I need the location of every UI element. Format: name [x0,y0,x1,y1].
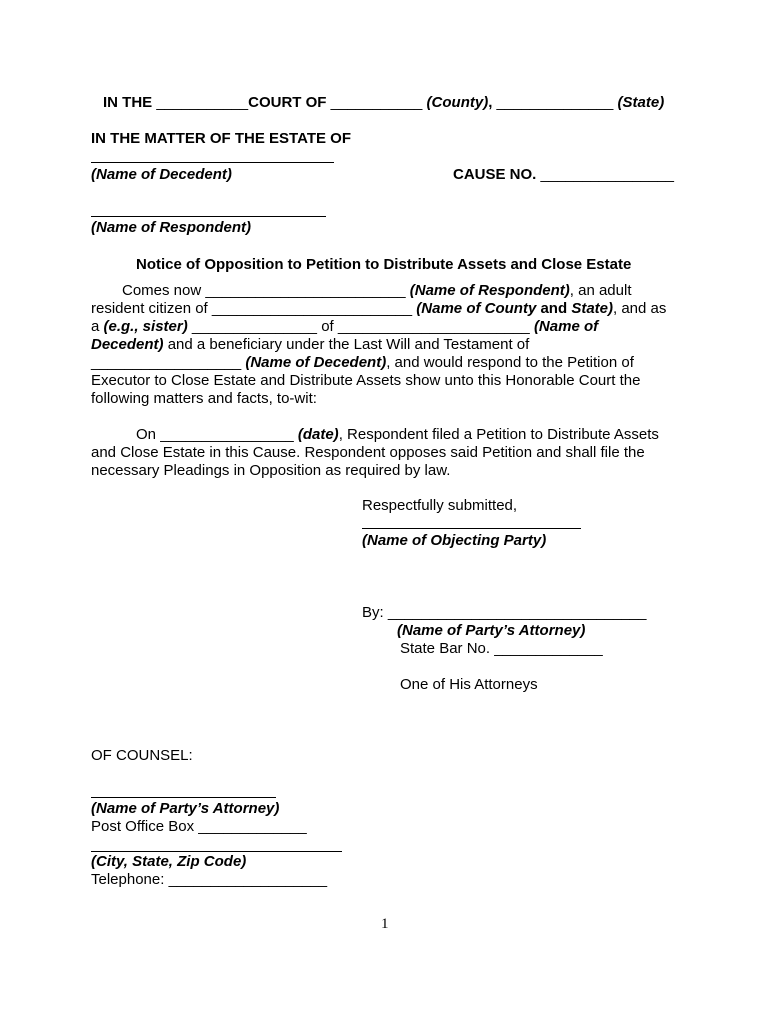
para1-text: Comes now [122,282,202,299]
para1-line7: following matters and facts, to-wit: [91,390,317,407]
para1-respondent: (Name of Respondent) [409,282,570,299]
para1-line5 [91,354,634,372]
caption-comma: , [488,94,493,111]
respondent-blank: ________________________ [205,282,406,299]
para1-line3 [91,318,598,336]
para1-text: and a beneficiary under the Last Will and Testament of [167,336,530,353]
caption-court-of: COURT OF [248,94,327,111]
state-bar-label: State Bar No. [400,640,491,657]
counsel-attorney-label: (Name of Party’s Attorney) [91,800,280,817]
one-of-attorneys: One of His Attorneys [400,676,538,693]
decedent-line [91,162,334,163]
city-line [91,851,342,852]
caption-state: (State) [617,94,665,111]
po-box-label: Post Office Box [91,818,195,835]
court-caption [103,94,664,112]
by-blank: _______________________________ [387,604,647,621]
respondent-label: (Name of Respondent) [91,219,252,236]
para1-text: a [91,318,100,335]
cause-no-label: CAUSE NO. [453,166,537,183]
para1-decedent: (Name of [533,318,599,335]
para1-text: , and would respond to the Petition of [386,354,634,371]
objecting-party-label: (Name of Objecting Party) [362,532,547,549]
date-blank: ________________ [160,426,294,443]
state-bar-line [400,640,603,658]
para1-text: of [321,318,334,335]
caption-in-the: IN THE [103,94,153,111]
para1-and: and [540,300,568,317]
telephone-line [91,871,327,889]
telephone-blank: ___________________ [168,871,328,888]
attorney-label: (Name of Party’s Attorney) [397,622,586,639]
notice-title: Notice of Opposition to Petition to Distribute Assets and Close Estate [136,256,632,273]
by-line [362,604,646,622]
para1-state: State) [571,300,613,317]
para2-date: (date) [297,426,339,443]
para1-line2 [91,300,666,318]
city-label: (City, State, Zip Code) [91,853,247,870]
decedent-blank: _______________________ [337,318,530,335]
of-counsel-label: OF COUNSEL: [91,747,193,764]
respondent-line [91,216,326,217]
county-blank: ________________________ [211,300,413,317]
para1-decedent: Decedent) [91,336,164,353]
para1-line6: Executor to Close Estate and Distribute Assets show unto this Honorable Court the [91,372,641,389]
cause-number [453,166,674,184]
para2-text: , Respondent filed a Petition to Distribute Assets [338,426,659,443]
para2-text: On [136,426,157,443]
po-box-line [91,818,307,836]
cause-no-blank: ________________ [540,166,674,183]
para1-county: (Name of County [416,300,537,317]
para1-text: , and as [613,300,667,317]
para1-line4 [91,336,529,354]
page-number: 1 [381,916,389,932]
decedent-label: (Name of Decedent) [91,166,232,183]
by-label: By: [362,604,384,621]
counsel-attorney-line [91,797,276,798]
caption-county: (County) [426,94,489,111]
para1-text: resident citizen of [91,300,208,317]
telephone-label: Telephone: [91,871,165,888]
caption-court-blank: ___________ [156,94,249,111]
relation-blank: _______________ [191,318,318,335]
matter-title: IN THE MATTER OF THE ESTATE OF [91,130,351,147]
decedent-blank: __________________ [91,354,242,371]
para1-relation: (e.g., sister) [103,318,188,335]
para2-line2: and Close Estate in this Cause. Respondent opposes said Petition and shall file the [91,444,645,461]
para1-decedent: (Name of Decedent) [245,354,387,371]
para1-line1 [122,282,632,300]
caption-county-blank: ___________ [330,94,423,111]
state-bar-blank: _____________ [494,640,603,657]
objecting-party-line [362,528,581,529]
para1-text: , an adult [569,282,632,299]
respectfully-submitted: Respectfully submitted, [362,497,518,514]
po-box-blank: _____________ [198,818,307,835]
caption-state-blank: ______________ [496,94,614,111]
para2-line1 [136,426,659,444]
para2-line3: necessary Pleadings in Opposition as required by law. [91,462,451,479]
